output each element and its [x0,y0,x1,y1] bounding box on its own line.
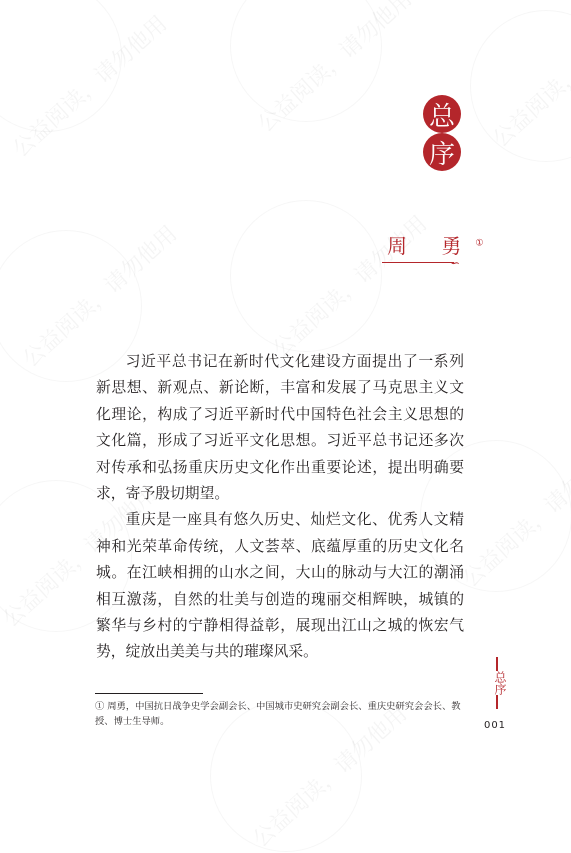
author-name [387,230,497,259]
title-char: 序 [423,133,461,171]
watermark-text [250,0,418,138]
section-title [423,95,465,173]
title-char: 总 [423,95,461,133]
author-underline [382,262,454,263]
footnote: ① 周勇，中国抗日战争史学会副会长、中国城市史研究会副会长、重庆史研究会会长、教授、博士生导师。 [95,701,461,727]
swirl-ornament-icon: ∽ [450,256,461,270]
author-name-text: 周 勇 [387,234,476,258]
watermark-text [5,8,173,164]
footnote-rule [95,693,203,694]
paragraph: 习近平总书记在新时代文化建设方面提出了一系列新思想、新观点、新论断，丰富和发展了马克思主义文化理论，构成了习近平新时代中国特色社会主义思想的文化篇，形成了习近平文化思想。习近平总书记还多次对传承和弘扬重庆历史文化作出重要论述，提出明确要求，寄予殷切期望。 [96,353,464,503]
body-text [96,349,464,666]
watermark-ring [470,10,571,162]
footnote-marker[interactable]: ① [475,238,484,249]
page-number: 001 [483,720,507,731]
side-running-tab [484,657,510,719]
watermark-ring [0,0,122,132]
paragraph: 重庆是一座具有悠久历史、灿烂文化、优秀人文精神和光荣革命传统，人文荟萃、底蕴厚重的历史文化名城。在江峡相拥的山水之间，大山的脉动与大江的潮涌相互激荡，自然的壮美与创造的瑰丽交相辉映，城镇的繁华与乡村的宁静相得益彰，展现出江山之城的恢宏气势，绽放出美美与共的璀璨风采。 [96,511,464,661]
watermark-text [485,0,571,153]
watermark-text [455,438,571,594]
watermark-ring [230,0,382,122]
side-tab-label: 总序 [488,671,506,695]
watermark-ring [230,200,382,352]
